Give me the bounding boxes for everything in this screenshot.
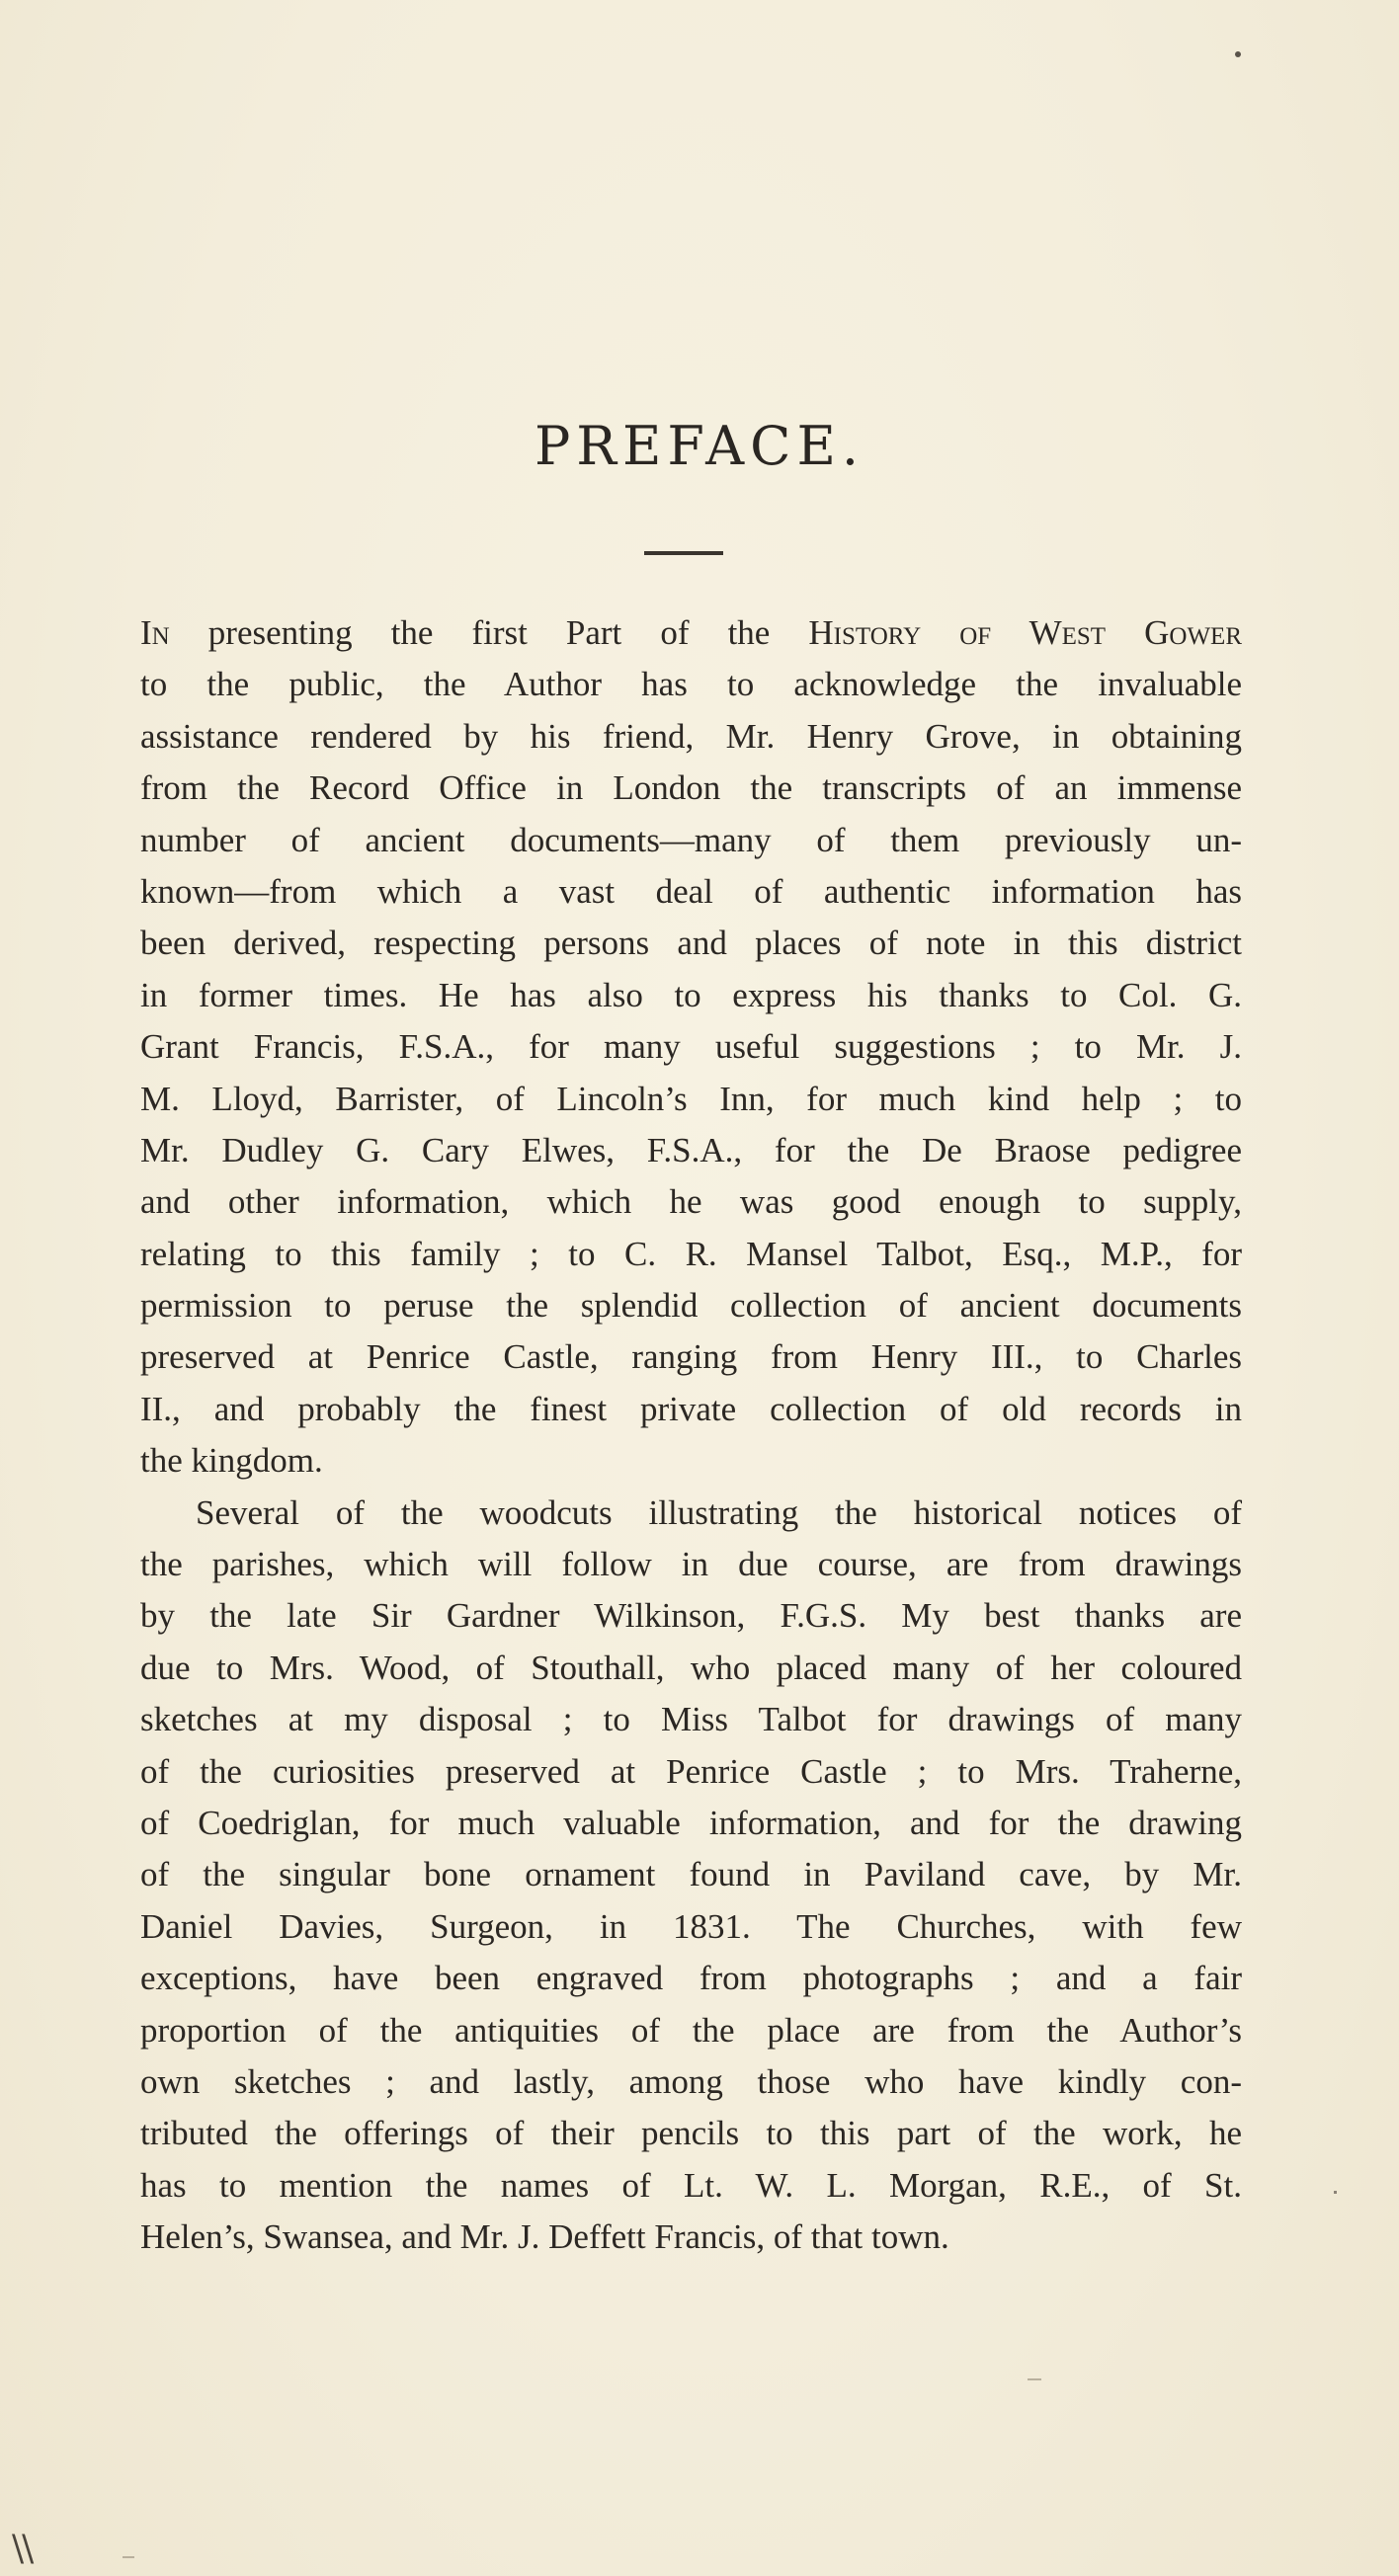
- text-line: exceptions, have been engraved from photographs ; and a fair: [140, 1959, 1242, 1998]
- ink-speck: [1235, 51, 1241, 57]
- text-line: Several of the woodcuts illustrating the historical notices of: [196, 1492, 1242, 1532]
- folio-mark: \\: [12, 2529, 33, 2569]
- text-line: has to mention the names of Lt. W. L. Morgan, R.E., of St.: [140, 2165, 1242, 2205]
- book-title: History of West Gower: [808, 613, 1243, 652]
- text-line: of the curiosities preserved at Penrice Castle ; to Mrs. Traherne,: [140, 1751, 1242, 1791]
- text-line: by the late Sir Gardner Wilkinson, F.G.S. My best thanks are: [140, 1596, 1242, 1636]
- title-rule: [644, 551, 723, 555]
- drop-word: In: [140, 613, 170, 652]
- text-line: of the singular bone ornament found in Paviland cave, by Mr.: [140, 1855, 1242, 1894]
- text-line: permission to peruse the splendid collection of ancient documents: [140, 1286, 1242, 1326]
- text-line: assistance rendered by his friend, Mr. Henry Grove, in obtaining: [140, 716, 1242, 756]
- text-line: II., and probably the finest private collection of old records in: [140, 1389, 1242, 1428]
- text-line: tributed the offerings of their pencils to this part of the work, he: [140, 2114, 1242, 2153]
- text-line: Grant Francis, F.S.A., for many useful suggestions ; to Mr. J.: [140, 1027, 1242, 1067]
- text-line: to the public, the Author has to acknowledge the invaluable: [140, 665, 1242, 704]
- text-line: Helen’s, Swansea, and Mr. J. Deffett Francis, of that town.: [140, 2217, 949, 2257]
- text-line: own sketches ; and lastly, among those who have kindly con-: [140, 2061, 1242, 2101]
- text-line: preserved at Penrice Castle, ranging from Henry III., to Charles: [140, 1337, 1242, 1377]
- text-line: and other information, which he was good enough to supply,: [140, 1182, 1242, 1222]
- ink-speck: [1028, 2378, 1041, 2380]
- text-line: known—from which a vast deal of authentic information has: [140, 871, 1242, 911]
- ink-speck: [1334, 2191, 1337, 2194]
- text-line: the parishes, which will follow in due course, are from drawings: [140, 1545, 1242, 1584]
- text-line: from the Record Office in London the transcripts of an immense: [140, 768, 1242, 808]
- ink-speck: [123, 2556, 134, 2558]
- text-line: Mr. Dudley G. Cary Elwes, F.S.A., for the De Braose pedigree: [140, 1130, 1242, 1169]
- text-line: due to Mrs. Wood, of Stouthall, who placed many of her coloured: [140, 1648, 1242, 1687]
- text-line: proportion of the antiquities of the place are from the Author’s: [140, 2010, 1242, 2050]
- text-line: been derived, respecting persons and places of note in this district: [140, 924, 1242, 963]
- text-line: sketches at my disposal ; to Miss Talbot for drawings of many: [140, 1700, 1242, 1739]
- text-line: number of ancient documents—many of them previously un-: [140, 820, 1242, 859]
- text-line: Daniel Davies, Surgeon, in 1831. The Churches, with few: [140, 1906, 1242, 1946]
- page-title: PREFACE.: [534, 415, 865, 477]
- text-line: relating to this family ; to C. R. Mansel Talbot, Esq., M.P., for: [140, 1234, 1242, 1273]
- text-line: of Coedriglan, for much valuable information, and for the drawing: [140, 1803, 1242, 1842]
- preface-text: [140, 607, 1242, 2264]
- text-line: the kingdom.: [140, 1441, 323, 1481]
- text-line: M. Lloyd, Barrister, of Lincoln’s Inn, for much kind help ; to: [140, 1079, 1242, 1118]
- text-line: [140, 607, 1242, 659]
- text-run: presenting the first Part of the: [169, 613, 809, 652]
- text-line: in former times. He has also to express his thanks to Col. G.: [140, 975, 1242, 1014]
